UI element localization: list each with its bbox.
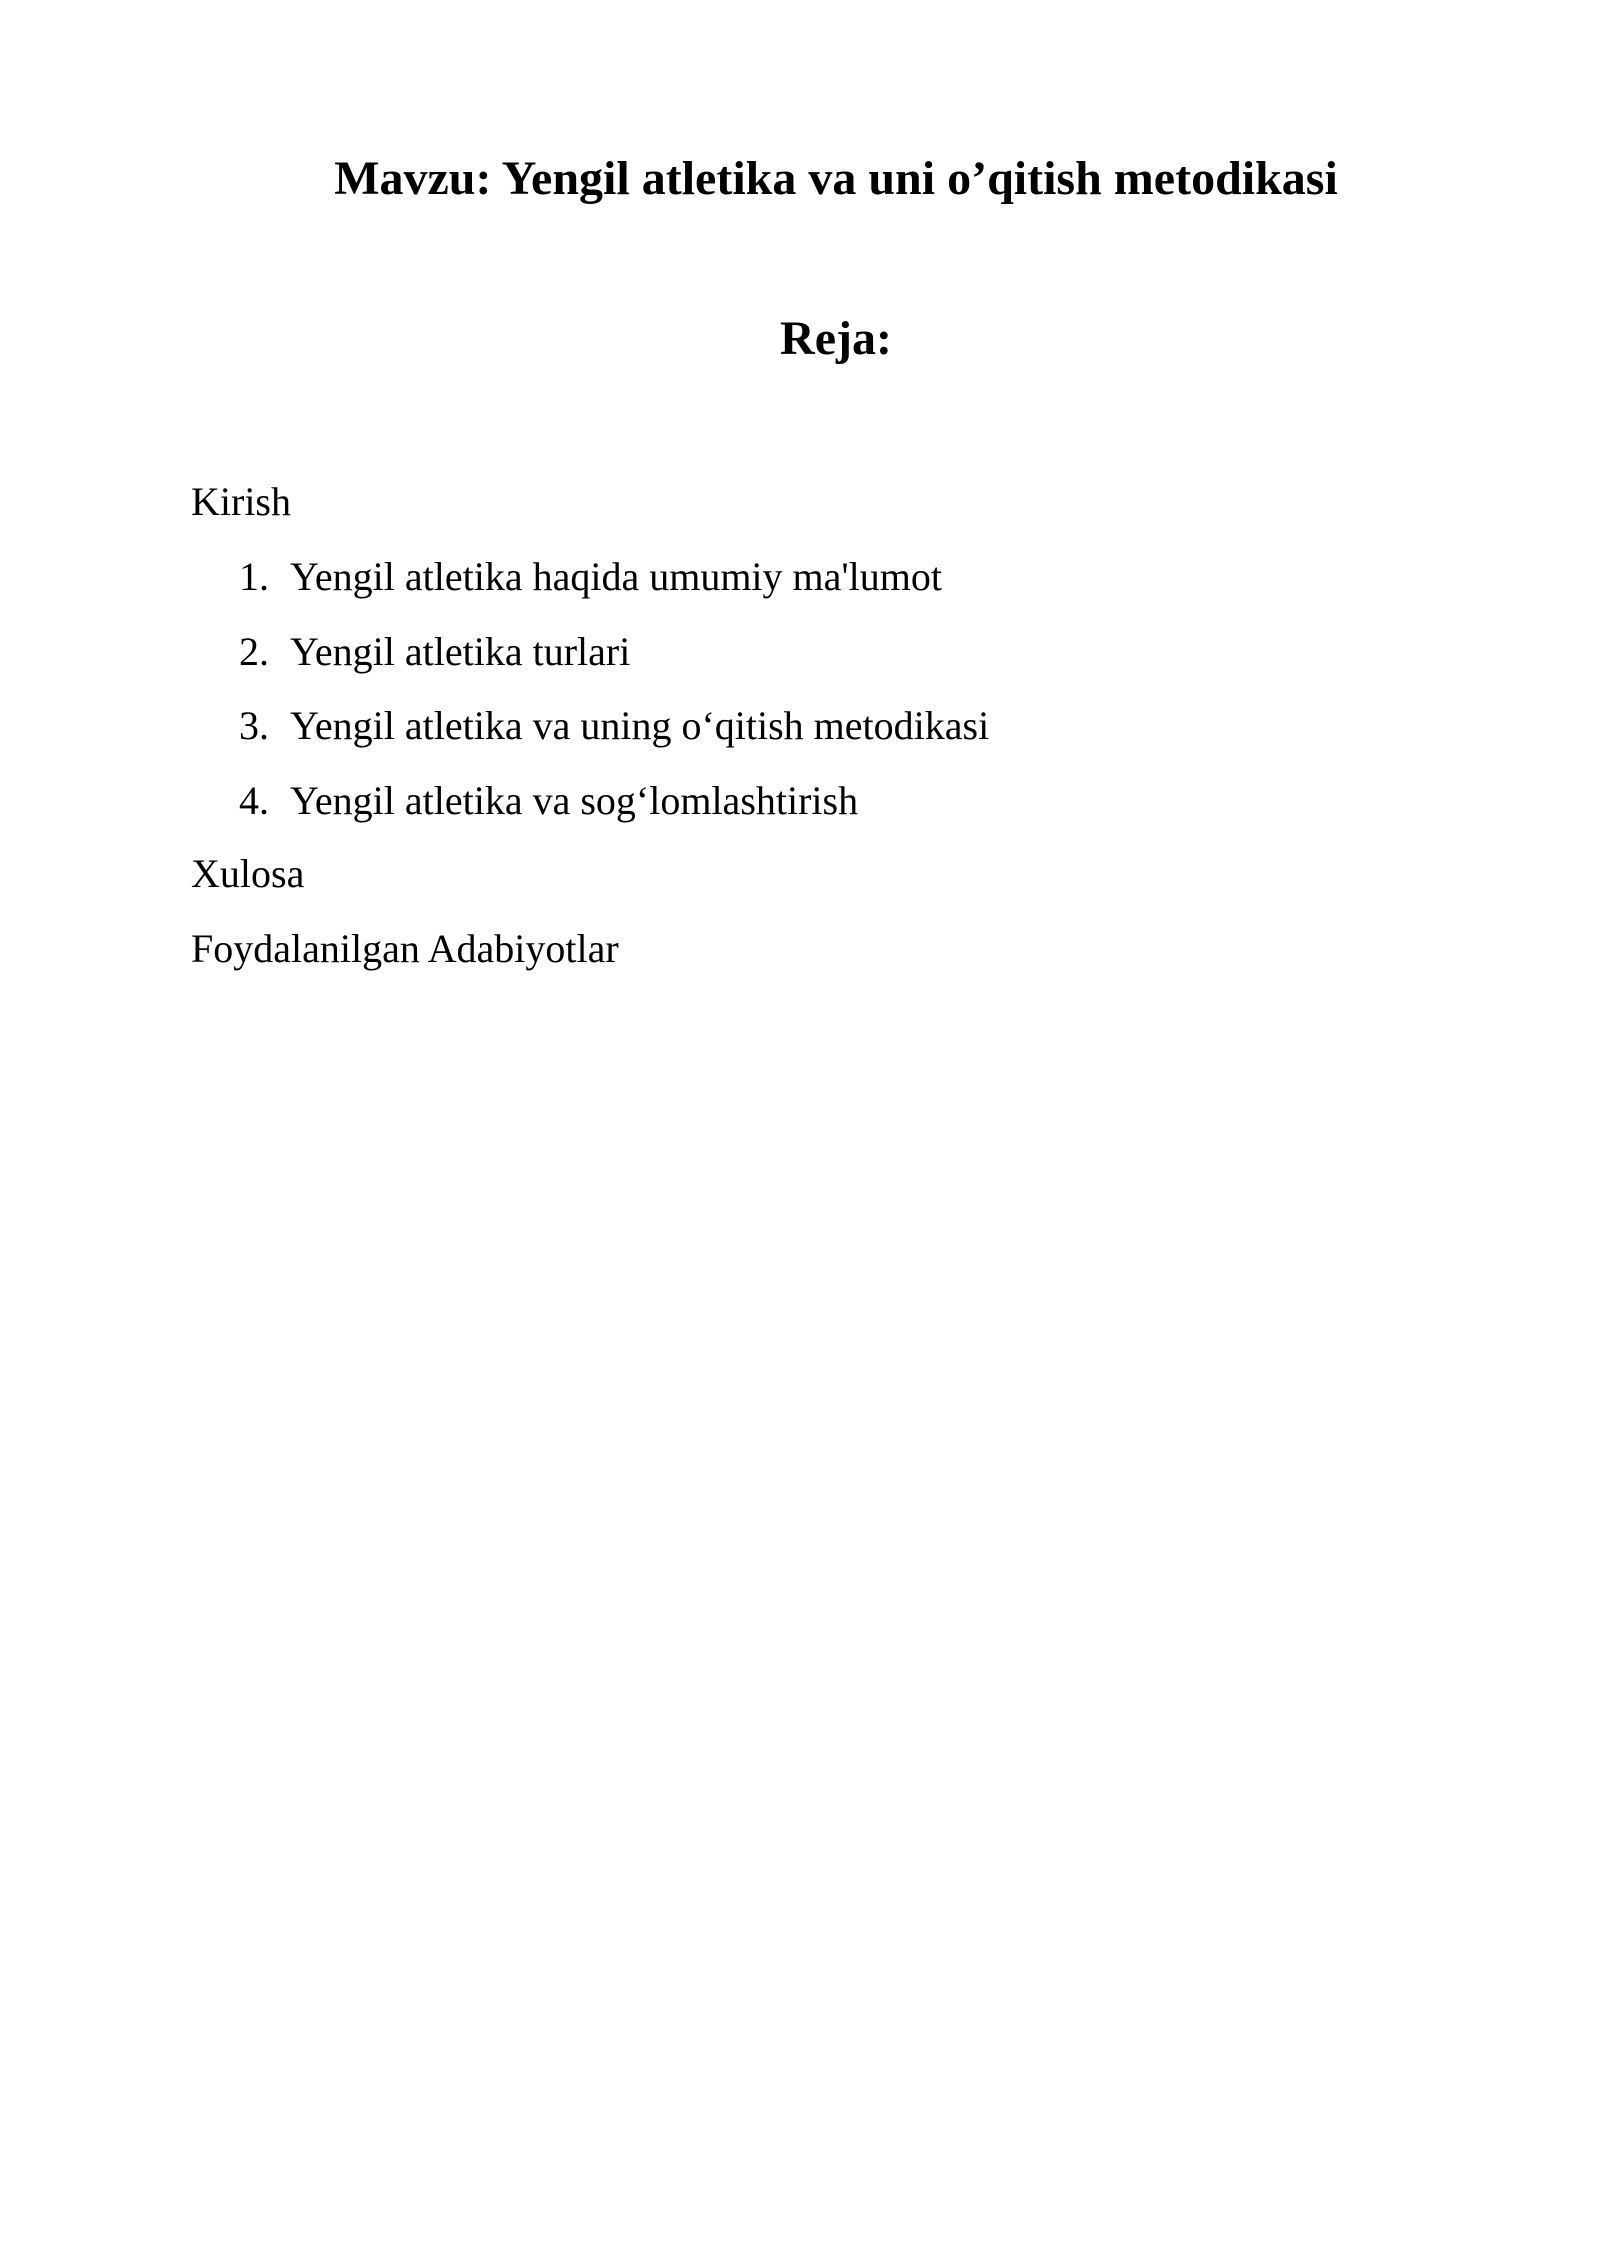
plan-item-number: 3. — [239, 703, 269, 748]
plan-item-text: Yengil atletika va sog‘lomlashtirish — [290, 777, 859, 823]
plan-item-text: Yengil atletika va uning o‘qitish metodikasi — [290, 703, 990, 748]
plan-item-number: 1. — [239, 554, 269, 599]
plan-item-text: Yengil atletika turlari — [290, 628, 631, 674]
conclusion-entry: Xulosa — [191, 851, 305, 896]
document-title: Mavzu: Yengil atletika va uni o’qitish metodikasi — [334, 152, 1338, 205]
plan-heading: Reja: — [780, 312, 892, 365]
plan-item-number: 4. — [239, 777, 269, 823]
plan-item-text: Yengil atletika haqida umumiy ma'lumot — [290, 554, 942, 599]
intro-entry: Kirish — [191, 479, 291, 524]
plan-item-number: 2. — [239, 628, 269, 674]
references-entry: Foydalanilgan Adabiyotlar — [191, 926, 619, 971]
